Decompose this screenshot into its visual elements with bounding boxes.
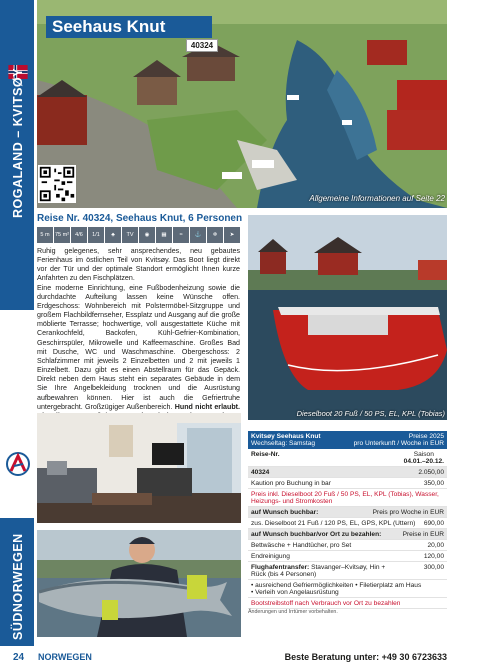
season-header-row	[248, 449, 447, 467]
season-dates: 04.01.–20.12.	[403, 457, 444, 465]
boat-icon: ⚓	[190, 227, 206, 243]
listing-heading: Reise Nr. 40324, Seehaus Knut, 6 Personen	[37, 213, 243, 224]
fuel-note: Bootstreibstoff nach Verbrauch vor Ort zu bezahlen	[251, 599, 401, 607]
changeover-day: Wechseltag: Samstag	[251, 440, 316, 447]
deposit-price: 350,00	[423, 479, 444, 487]
cleaning-label: Endreinigung	[251, 552, 290, 560]
description-bold-notes: Hund nicht erlaubt.	[174, 402, 240, 411]
bedrooms-icon: 1/1	[88, 227, 104, 243]
hero-caption: Allgemeine Informationen auf Seite 22	[309, 194, 445, 203]
price-year: Preise 2025	[408, 433, 444, 440]
footer-contact[interactable]: Beste Beratung unter: +49 30 6723633	[284, 652, 447, 662]
amenities-list	[248, 580, 447, 598]
transfer-price: 300,00	[423, 563, 444, 571]
boat-photo-caption: Dieselboot 20 Fuß / 50 PS, EL, KPL (Tobias)	[296, 409, 445, 418]
shower-icon: ♣	[105, 227, 121, 243]
extra-boat-row	[248, 518, 447, 529]
bookable-label: auf Wunsch buchbar:	[251, 508, 319, 516]
area-icon: 75 m²	[54, 227, 70, 243]
footer-region: NORWEGEN	[38, 652, 92, 662]
dishwasher-icon: ▦	[156, 227, 172, 243]
cleaning-price: 120,00	[423, 552, 444, 560]
description-paragraph-1: Ruhig gelegenes, sehr ansprechendes, neu gebautes Ferienhaus im östlichen Teil von Kvitsøy. Das Boot liegt direkt vor der Tür und der optimale Standort ermöglicht Ihnen kurze Anfahrten zu den Fischplätzen.	[37, 247, 240, 283]
object-code-badge: 40324	[186, 39, 218, 52]
trip-number-label: Reise-Nr.	[251, 450, 280, 458]
cleaning-row	[248, 551, 447, 562]
living-room-photo	[37, 413, 241, 523]
price-row	[248, 467, 447, 478]
deposit-row	[248, 478, 447, 489]
brand-logo-icon	[6, 452, 30, 476]
amenity-line-1: • ausreichend Gefriermöglichkeiten • Filetierplatz am Haus	[251, 581, 422, 589]
wifi-icon: ≈	[173, 227, 189, 243]
onsite-unit: Preise in EUR	[402, 530, 444, 538]
trip-price: 2.050,00	[418, 468, 444, 476]
page-number: 24	[13, 652, 25, 663]
transfer-label: Flughafentransfer:	[251, 563, 310, 571]
transfer-detail: Stavanger–Kvitsøy, Hin + Rück (bis 4 Personen)	[251, 563, 386, 578]
sidebar-region-top: ROGALAND – KVITSØY	[11, 68, 25, 218]
price-table-header	[248, 431, 447, 440]
onsite-label: auf Wunsch buchbar/vor Ort zu bezahlen:	[251, 530, 382, 538]
page-title: Seehaus Knut	[52, 17, 166, 36]
fishing-icon: ➤	[224, 227, 240, 243]
sidebar	[0, 0, 34, 671]
transfer-row	[248, 562, 447, 580]
bookable-unit: Preis pro Woche in EUR	[372, 508, 444, 516]
listing-description	[37, 247, 240, 430]
trip-code: 40324	[251, 468, 270, 476]
linen-price: 20,00	[427, 541, 444, 549]
sidebar-region-bottom: SÜDNORWEGEN	[11, 533, 25, 640]
inclusions-text: Preis inkl. Dieselboot 20 Fuß / 50 PS, EL, KPL (Tobias), Wasser, Heizungs- und Stromkosten	[251, 490, 439, 505]
onsite-header	[248, 529, 447, 540]
extra-boat-label: zus. Dieselboot 21 Fuß / 120 PS, EL, GPS, KPL (Uttern)	[251, 519, 416, 527]
price-table	[248, 431, 447, 615]
angler-photo	[37, 530, 241, 637]
tv-icon: TV	[122, 227, 138, 243]
distance-icon: 5 m	[37, 227, 53, 243]
fuel-note-row	[248, 598, 447, 609]
inclusions-note	[248, 489, 447, 507]
feature-icon-bar	[37, 227, 240, 243]
extra-boat-price: 690,00	[423, 519, 444, 527]
season-cell	[404, 451, 444, 465]
disclaimer: Änderungen und Irrtümer vorbehalten.	[248, 609, 338, 615]
deposit-label: Kaution pro Buchung in bar	[251, 479, 331, 487]
amenity-line-2: • Verleih von Angelausrüstung	[251, 588, 339, 596]
price-unit: pro Unterkunft / Woche in EUR	[353, 440, 444, 447]
bookable-header	[248, 507, 447, 518]
boat-photo	[248, 215, 447, 420]
property-name: Kvitsøy Seehaus Knut	[251, 433, 321, 440]
washer-icon: ◉	[139, 227, 155, 243]
price-table-subheader	[248, 440, 447, 449]
qr-code-icon[interactable]	[38, 165, 76, 203]
description-main: Eine moderne Einrichtung, eine Fußbodenheizung sowie die durchdachte Aufteilung lassen keine Wünsche offen. Erdgeschoss: Wohnbereich mit Polstermöbel-Sitzgruppe und großem Flachbildfernseher, Essplatz und Ausgang auf die große möblierte Terrasse; hochwertige, voll ausgestattete Küche mit Cerankochfeld, Backofen, Kühl-Gefrier-Kombination, Geschirrspüler, Mikrowelle und Kaffeemaschine. Großes Bad mit Dusche, WC und Waschmaschine. Obergeschoss: 2 Schlafzimmer mit jeweils 2 Einzelbetten und 2 mit jeweils 1 Einzelbett. Dazu gibt es einen Abstellraum für das Gepäck. Direkt neben dem Haus steht ein separates Gebäude in dem Sie Ihre Angelbekleidung trocknen und die Ausrüstung aufbewahren können. Hier ist auch die Gefriertruhe untergebracht. Großzügiger Außenbereich.	[37, 283, 240, 411]
persons-icon: 4/6	[71, 227, 87, 243]
description-paragraph-2	[37, 284, 240, 431]
linen-label: Bettwäsche + Handtücher, pro Set	[251, 541, 352, 549]
transfer-text	[251, 564, 401, 578]
freezer-icon: ❄	[207, 227, 223, 243]
linen-row	[248, 540, 447, 551]
season-label: Saison	[413, 450, 434, 458]
